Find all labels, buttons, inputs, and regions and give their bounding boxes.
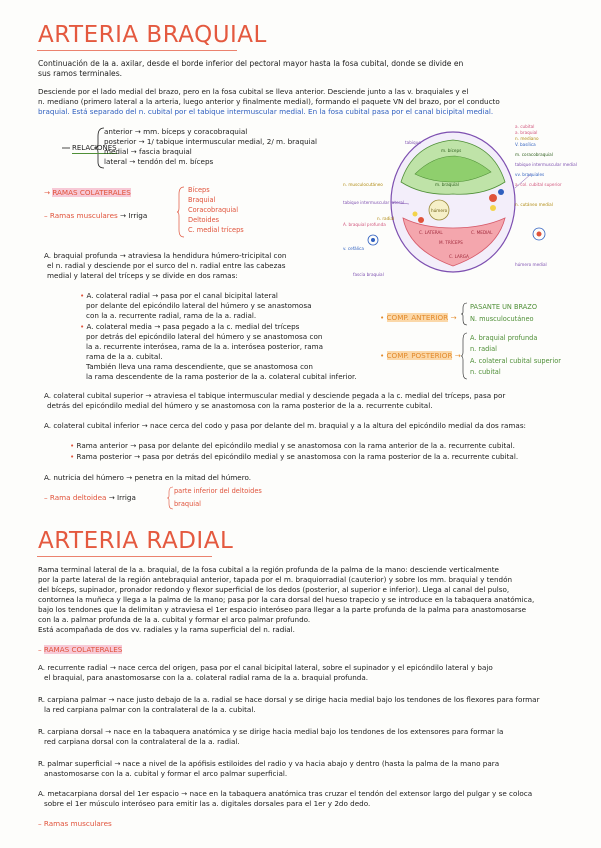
cubital-superior-line1: A. colateral cubital superior → atraviesa el tabique intermuscular medial y desciende pegada a la c. medial del tríceps, pasa por [44, 391, 506, 400]
radial-ramas-musculares-text: Ramas musculares [43, 819, 112, 828]
deltoidea-row: – Rama deltoidea → Irriga [44, 493, 136, 502]
colateral-media-line2: por detrás del epicóndilo lateral del húmero y se anastomosa con [86, 332, 323, 341]
colateral-media-line5: También lleva una rama descendiente, que se anastomosa con [86, 362, 313, 371]
rama-anterior-text: Rama anterior → pasa por delante del epicóndilo medial y se anastomosa con la rama anterior de la a. recurrente cubital. [76, 441, 515, 450]
comp-posterior-label: • COMP. POSTERIOR → [380, 351, 461, 360]
comp-posterior-item2: n. radial [470, 345, 498, 353]
diag-label-c-lateral: C. LATERAL [419, 230, 443, 235]
radial-ramas-musculares: – Ramas musculares [38, 819, 112, 828]
rama-anterior-line: • Rama anterior → pasa por delante del epicóndilo medial y se anastomosa con la rama anterior de la a. recurrente cubital. [70, 441, 515, 450]
nutricia-line: A. nutricia del húmero → penetra en la mitad del húmero. [44, 473, 252, 482]
relacion-anterior: anterior → mm. bíceps y coracobraquial [104, 127, 248, 136]
colateral-media-line1: • A. colateral media → pasa pegado a la c. medial del tríceps [80, 322, 300, 331]
rama-posterior-text: Rama posterior → pasa por detrás del epicóndilo medial y se anastomosa con la rama posterior de la a. recurrente cubital. [76, 452, 519, 461]
carpiana-palmar-line2: la red carpiana palmar con la contralateral de la a. cubital. [44, 705, 256, 714]
radial-desc-line1: Rama terminal lateral de la a. braquial, de la fosa cubital a la región profunda de la palma de la mano: desciende verticalmente [38, 565, 499, 574]
recurrente-line2: el braquial, para anastomosarse con la a. colateral radial rama de la a. braquial profunda. [44, 673, 369, 682]
musculo-1: Bíceps [188, 186, 210, 194]
diag-label-a-cubital: a. cubital [515, 124, 535, 129]
comp-anterior-label: • COMP. ANTERIOR → [380, 313, 457, 322]
ramas-musculares-label: Ramas musculares [49, 211, 118, 220]
diag-label-m-braquial: m. braquial [435, 182, 459, 187]
diag-label-c-larga: C. LARGA [449, 254, 469, 259]
comp-posterior-item4: n. cubital [470, 368, 501, 376]
colateral-radial-line1: • A. colateral radial → pasa por el canal bicipital lateral [80, 291, 278, 300]
diag-label-m-triceps: M. TRÍCEPS [439, 240, 463, 245]
cubital-superior-line2: detrás del epicóndilo medial del húmero y se anastomosa con la rama posterior de la a. recurrente cubital. [47, 401, 433, 410]
comp-anterior-text: COMP. ANTERIOR [386, 313, 449, 322]
diag-label-a-braquial: a. braquial [515, 130, 538, 135]
diag-label-vv-braquiales: vv. braquiales [515, 172, 545, 177]
diag-label-humero: húmero [431, 208, 448, 213]
title-radial-underline [37, 555, 212, 558]
comp-posterior-item1: A. braquial profunda [470, 334, 538, 342]
radial-desc-line7: Está acompañada de dos vv. radiales y la rama superficial del n. radial. [38, 625, 295, 634]
diag-label-col-cubital-sup: a. col. cubital superior [515, 182, 562, 187]
relacion-posterior: posterior → 1/ tabique intermuscular medial, 2/ m. braquial [104, 137, 318, 146]
diag-label-n-radial: n. radial [377, 216, 395, 221]
metacarpiana-line1: A. metacarpiana dorsal del 1er espacio → nace en la tabaquera anatómica tras cruzar el tendón del extensor largo del pulgar y se coloca [38, 789, 533, 798]
deltoidea-dest-1: parte inferior del deltoides [174, 487, 262, 495]
diag-label-v-cefalica: v. cefálica [343, 246, 364, 251]
colateral-media-line3: la a. recurrente interósea, rama de la a. interósea posterior, rama [86, 342, 324, 351]
deltoidea-brace [166, 486, 174, 510]
diag-label-m-biceps: m. bíceps [441, 148, 462, 153]
deltoidea-dest-2: braquial [174, 500, 202, 508]
radial-desc-line6: con la a. palmar profunda de la a. cubital y formar el arco palmar profundo. [38, 615, 311, 624]
radial-desc-line3: del bíceps, supinador, pronador redondo y flexor superficial de los dedos (posterior, al superior e inferior). Llega al canal del pulso, [38, 585, 510, 594]
braquial-desc-line3: braquial. Está separado del n. cubital por el tabique intermuscular medial. En la fosa cubital pasa por el canal bicipital medial. [38, 107, 494, 116]
diag-label-v-basilica: V. basílica [515, 142, 536, 147]
radial-ramas-colaterales-text: RAMAS COLATERALES [43, 645, 123, 654]
carpiana-palmar-line1: R. carpiana palmar → nace justo debajo de la a. radial se hace dorsal y se dirige hacia medial bajo los tendones de los flexores para formar [38, 695, 540, 704]
ramas-colaterales-heading: → RAMAS COLATERALES [44, 188, 131, 197]
diag-label-humero-medial: húmero medial [515, 262, 547, 267]
deltoidea-label: Rama deltoidea [49, 493, 107, 502]
recurrente-line1: A. recurrente radial → nace cerca del origen, pasa por el canal bicipital lateral, sobre el supinador y el epicóndilo lateral y bajo [38, 663, 493, 672]
musculos-brace [176, 186, 186, 238]
colateral-media-text1: A. colateral media → pasa pegado a la c. medial del tríceps [86, 322, 300, 331]
palmar-superficial-line1: R. palmar superficial → nace a nivel de la apófisis estiloides del radio y va hacia abajo y dentro (hasta la palma de la mano para [38, 759, 500, 768]
comp-posterior-item3: A. colateral cubital superior [470, 357, 561, 365]
profunda-line1: A. braquial profunda → atraviesa la hendidura húmero-tricipital con [44, 251, 287, 260]
colateral-radial-line3: con la a. recurrente radial, rama de la a. radial. [86, 311, 257, 320]
rama-posterior-line: • Rama posterior → pasa por detrás del epicóndilo medial y se anastomosa con la rama posterior de la a. recurrente cubital. [70, 452, 519, 461]
profunda-line2: el n. radial y desciende por el surco del n. radial entre las cabezas [47, 261, 286, 270]
diag-label-n-cutaneo-medial: n. cutáneo medial [515, 202, 553, 207]
diag-label-braquial-profunda: A. braquial profunda [343, 222, 386, 227]
comp-anterior-item2: N. musculocutáneo [470, 315, 534, 323]
colateral-radial-text1: A. colateral radial → pasa por el canal bicipital lateral [86, 291, 278, 300]
ramas-colaterales-label: RAMAS COLATERALES [52, 188, 131, 197]
radial-desc-line5: bajo los tendones que la delimitan y atraviesa el 1er espacio interóseo para llegar a la parte profunda de la palma para anastomosarse [38, 605, 527, 614]
cubital-inferior-line: A. colateral cubital inferior → nace cerca del codo y pasa por delante del m. braquial y a la altura del epicóndilo medial da dos ramas: [44, 421, 526, 430]
title-arteria-braquial: ARTERIA BRAQUIAL [38, 22, 267, 48]
diag-label-tab-medial: tabique intermuscular medial [515, 162, 577, 167]
relacion-lateral: lateral → tendón del m. bíceps [104, 157, 214, 166]
comp-posterior-text: COMP. POSTERIOR [386, 351, 453, 360]
musculo-2: Braquial [188, 196, 216, 204]
deltoidea-irriga: Irriga [117, 493, 136, 502]
irriga-label: Irriga [128, 211, 148, 220]
comp-anterior-brace [460, 302, 468, 326]
carpiana-dorsal-line2: red carpiana dorsal con la contralateral de la a. radial. [44, 737, 240, 746]
relacion-medial: medial → fascia braquial [104, 147, 192, 156]
title-underline [37, 49, 237, 52]
musculo-4: Deltoides [188, 216, 220, 224]
colateral-media-line4: rama de la a. cubital. [86, 352, 163, 361]
musculo-3: Coracobraquial [188, 206, 239, 214]
braquial-desc-line2: n. mediano (primero lateral a la arteria, luego anterior y finalmente medial), formando el paquete VN del brazo, por el conducto [38, 97, 500, 106]
diag-label-fascia: fascia braquial [353, 272, 384, 277]
musculo-5: C. medial tríceps [188, 226, 244, 234]
ramas-musculares-row: – Ramas musculares → Irriga [44, 211, 148, 220]
radial-desc-line4: contornea la muñeca y llega a la palma de la mano; pasa por la cara dorsal del hueso trapecio y se introduce en la tabaquera anatómica, [38, 595, 535, 604]
arm-cross-section-diagram [343, 122, 577, 280]
colateral-radial-line2: por delante del epicóndilo lateral del húmero y se anastomosa [86, 301, 312, 310]
title-arteria-radial: ARTERIA RADIAL [38, 528, 234, 554]
colateral-media-line6: la rama descendente de la rama posterior de la a. colateral cubital inferior. [86, 372, 357, 381]
diag-label-tabique: tabique [405, 140, 421, 145]
diag-label-tab-lateral: tabique intermuscular lateral [343, 200, 404, 205]
palmar-superficial-line2: anastomosarse con la a. cubital y formar el arco palmar superficial. [44, 769, 288, 778]
profunda-line3: medial y lateral del tríceps y se divide en dos ramas: [47, 271, 238, 280]
relaciones-label: RELACIONES [72, 144, 117, 152]
braquial-intro-line1: Continuación de la a. axilar, desde el borde inferior del pectoral mayor hasta la fosa cubital, donde se divide en [38, 59, 464, 68]
comp-anterior-item1: PASANTE UN BRAZO [470, 303, 538, 311]
diag-label-m-coracobraquial: m. coracobraquial [515, 152, 553, 157]
diag-label-n-mediano: n. mediano [515, 136, 539, 141]
diag-label-n-musculocutaneo: n. musculocutáneo [343, 182, 383, 187]
metacarpiana-line2: sobre el 1er músculo interóseo para emitir las a. digitales dorsales para el 1er y 2do dedo. [44, 799, 371, 808]
radial-desc-line2: por la parte lateral de la región antebraquial anterior, tapada por el m. braquiorradial (cauterior) y sobre los mm. braquial y tendón [38, 575, 513, 584]
braquial-intro-line2: sus ramos terminales. [38, 69, 123, 78]
diag-label-c-medial: C. MEDIAL [471, 230, 493, 235]
comp-posterior-brace [460, 332, 468, 380]
carpiana-dorsal-line1: R. carpiana dorsal → nace en la tabaquera anatómica y se dirige hacia medial bajo los tendones de los extensores para formar la [38, 727, 504, 736]
braquial-desc-line1: Desciende por el lado medial del brazo, pero en la fosa cubital se lleva anterior. Desciende junto a las v. braquiales y el [38, 87, 469, 96]
radial-ramas-colaterales: – RAMAS COLATERALES [38, 645, 123, 654]
